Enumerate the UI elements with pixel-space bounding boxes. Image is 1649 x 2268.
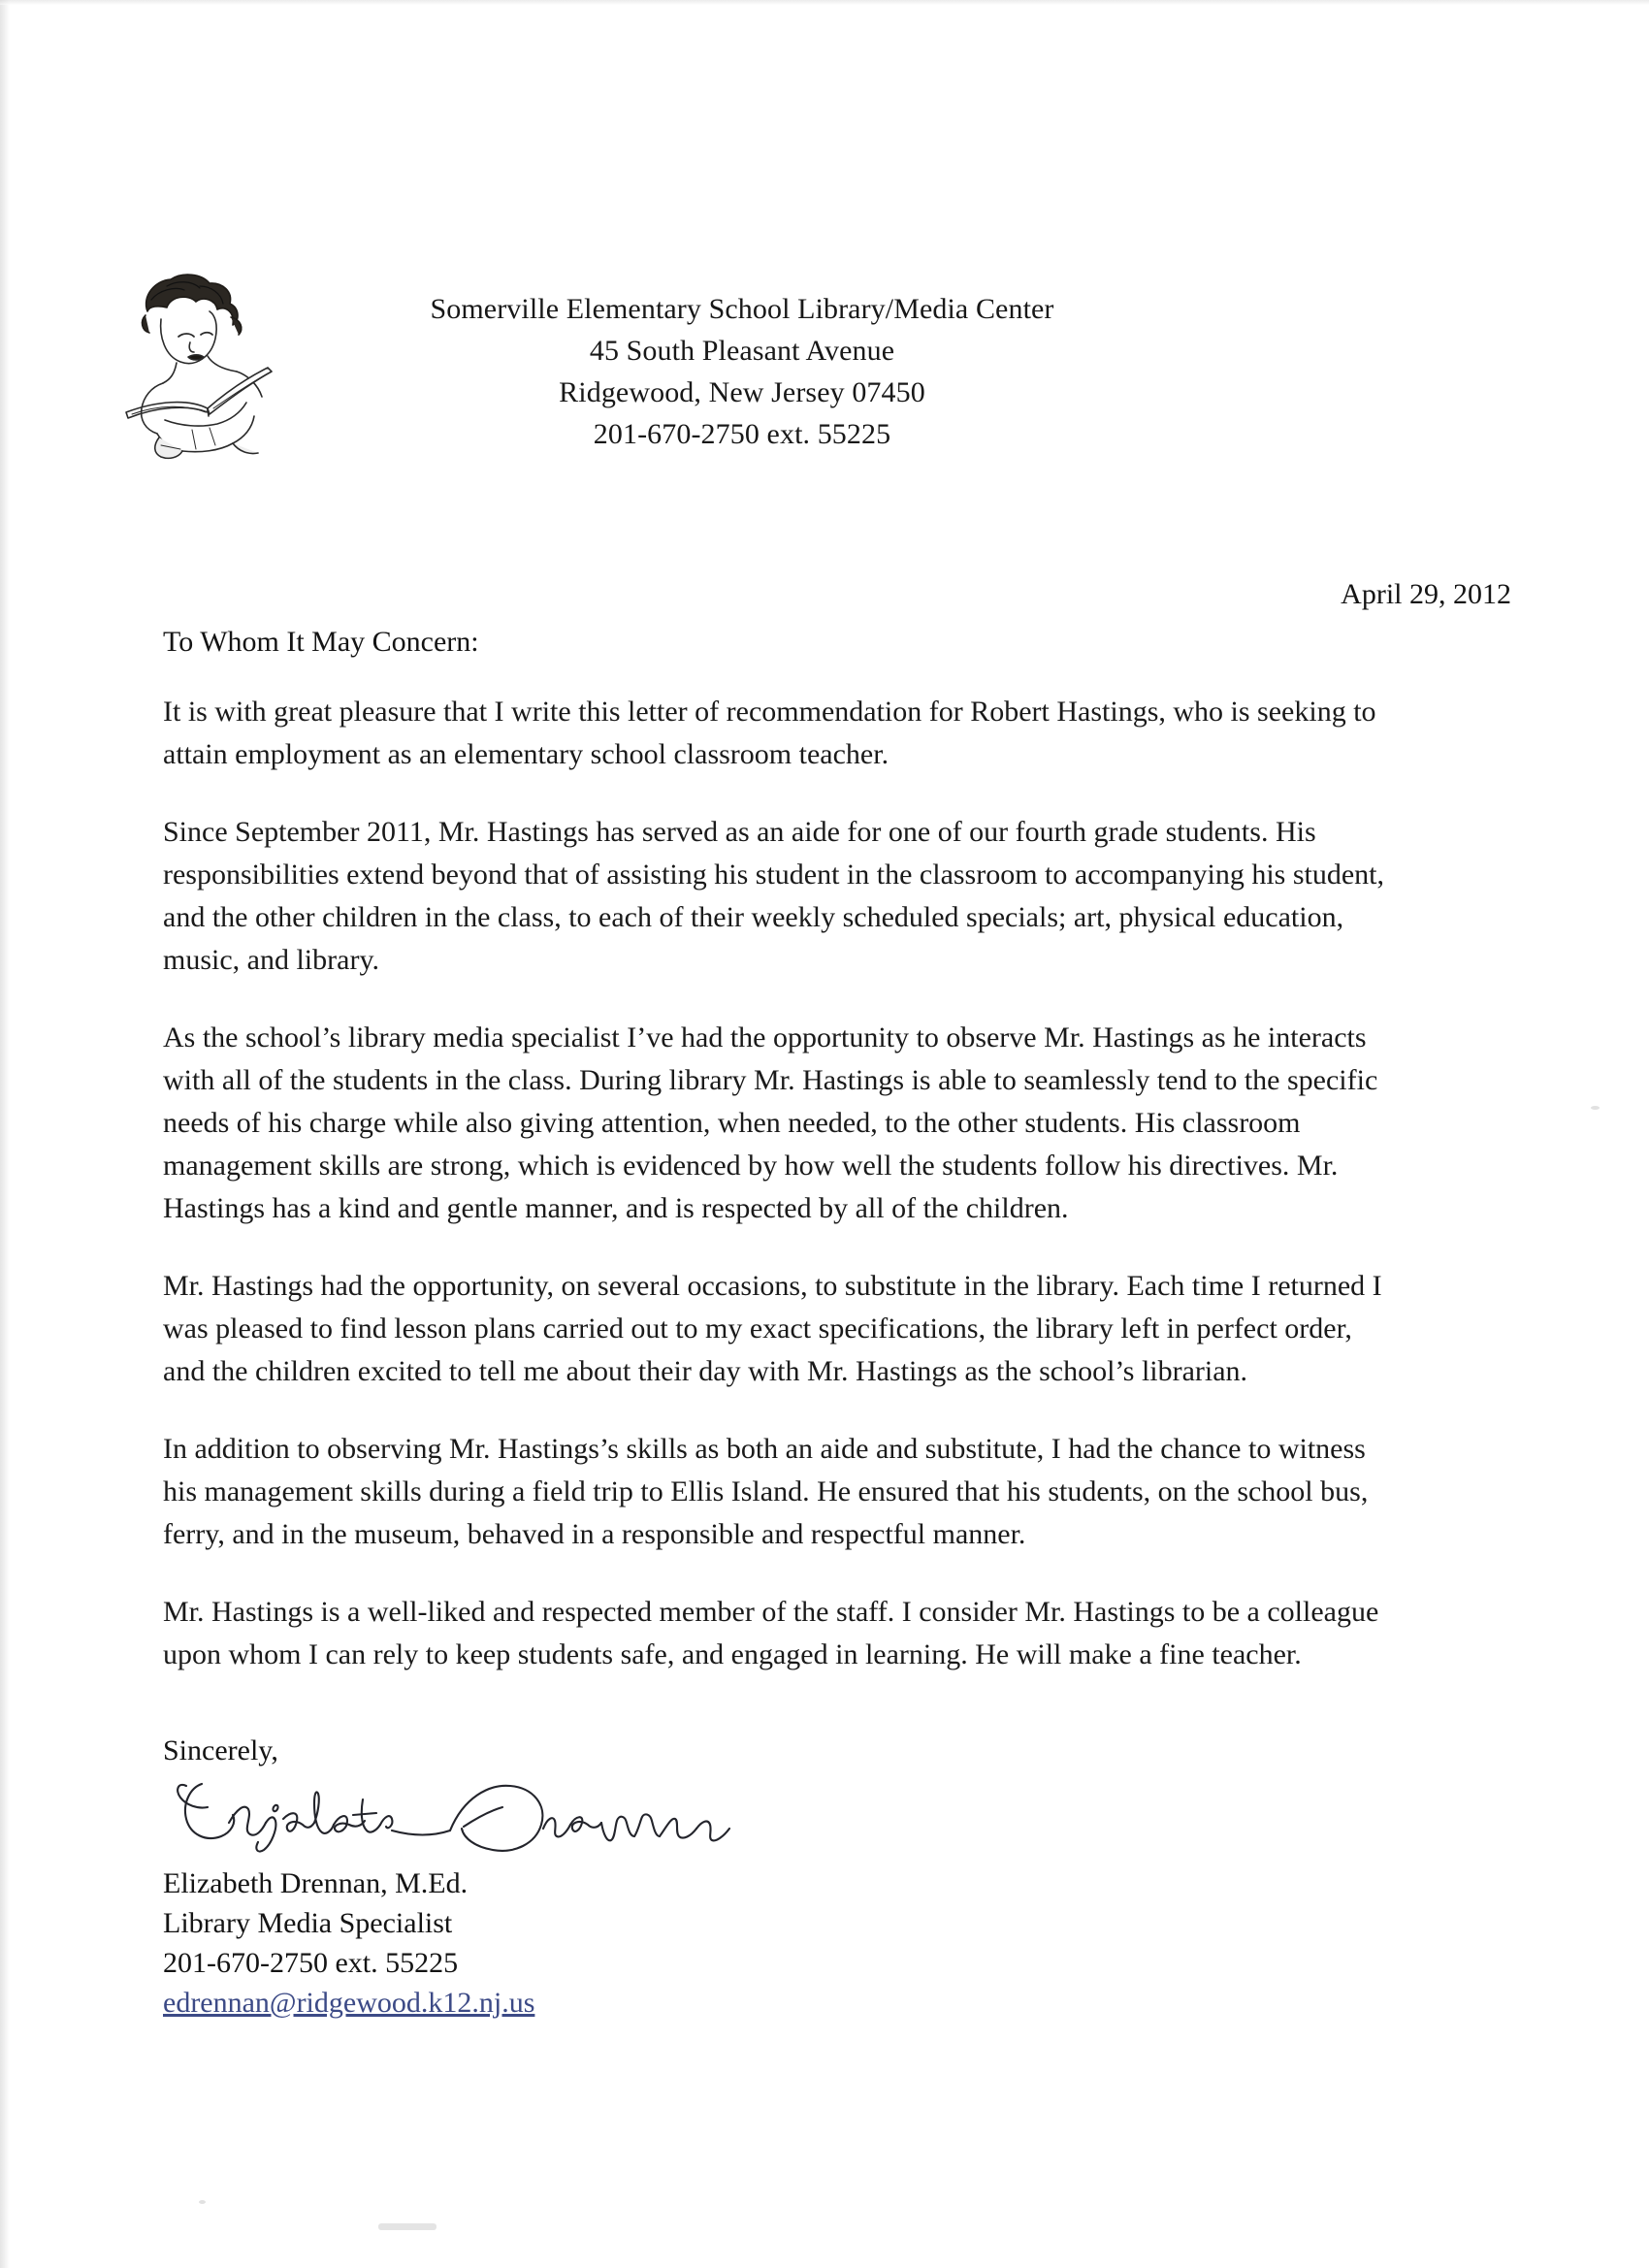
body-paragraph: It is with great pleasure that I write this letter of recommendation for Robert Hastings, who is seeking to attain employment as an elementary school classroom teacher. xyxy=(163,696,1376,770)
letterhead-line-street: 45 South Pleasant Avenue xyxy=(589,335,895,367)
letterhead xyxy=(107,267,1368,461)
body-paragraph: Since September 2011, Mr. Hastings has served as an aide for one of our fourth grade students. His responsibilities extend beyond that of assisting his student in the classroom to accompanying his student, and the other children in the class, to each of their weekly scheduled specials; art, physical education, music, and library. xyxy=(163,816,1384,976)
signer-title: Library Media Specialist xyxy=(163,1907,453,1939)
scan-smudge-artifact xyxy=(378,2223,436,2230)
letter-date: April 29, 2012 xyxy=(1341,578,1511,610)
signer-email-link[interactable]: edrennan@ridgewood.k12.nj.us xyxy=(163,1987,535,2019)
body-paragraph: As the school’s library media specialist I’ve had the opportunity to observe Mr. Hastings as he interacts with all of the students in the class. During library Mr. Hastings is able to seamlessly tend to the specific needs of his charge while also giving attention, when needed, to the other students. His classroom management skills are strong, which is evidenced by how well the students follow his directives. Mr. Hastings has a kind and gentle manner, and is respected by all of the children. xyxy=(163,1021,1378,1224)
letterhead-line-phone: 201-670-2750 ext. 55225 xyxy=(593,418,891,450)
letter-body xyxy=(163,691,1387,1711)
scan-edge-artifact-top xyxy=(0,0,1649,5)
signer-phone: 201-670-2750 ext. 55225 xyxy=(163,1947,459,1979)
letterhead-line-city-state-zip: Ridgewood, New Jersey 07450 xyxy=(559,376,925,408)
body-paragraph: Mr. Hastings had the opportunity, on several occasions, to substitute in the library. Each time I returned I was pleased to find lesson plans carried out to my exact specifications, the library left in perfect order, and the children excited to tell me about their day with Mr. Hastings as the school’s librarian. xyxy=(163,1270,1382,1387)
body-paragraph: Mr. Hastings is a well-liked and respected member of the staff. I consider Mr. Hastings to be a colleague upon whom I can rely to keep students safe, and engaged in learning. He will make a fine teacher. xyxy=(163,1596,1379,1670)
signature-block xyxy=(163,1863,1036,2023)
signer-name: Elizabeth Drennan, M.Ed. xyxy=(163,1867,469,1899)
letter-closing xyxy=(163,1730,1036,2023)
closing-salutation: Sincerely, xyxy=(163,1734,278,1766)
handwritten-signature-icon xyxy=(173,1774,1036,1863)
letterhead-line-school: Somerville Elementary School Library/Media Center xyxy=(430,293,1054,325)
scan-edge-artifact-left xyxy=(0,0,10,2268)
scan-speck xyxy=(199,2200,206,2204)
letter-salutation: To Whom It May Concern: xyxy=(163,626,479,658)
letterhead-address-block xyxy=(291,267,1368,455)
child-reading-book-icon xyxy=(107,267,291,461)
scan-speck xyxy=(1591,1106,1600,1110)
body-paragraph: In addition to observing Mr. Hastings’s skills as both an aide and substitute, I had the chance to witness his management skills during a field trip to Ellis Island. He ensured that his students, on the school bus, ferry, and in the museum, behaved in a responsible and respectful manner. xyxy=(163,1433,1369,1550)
